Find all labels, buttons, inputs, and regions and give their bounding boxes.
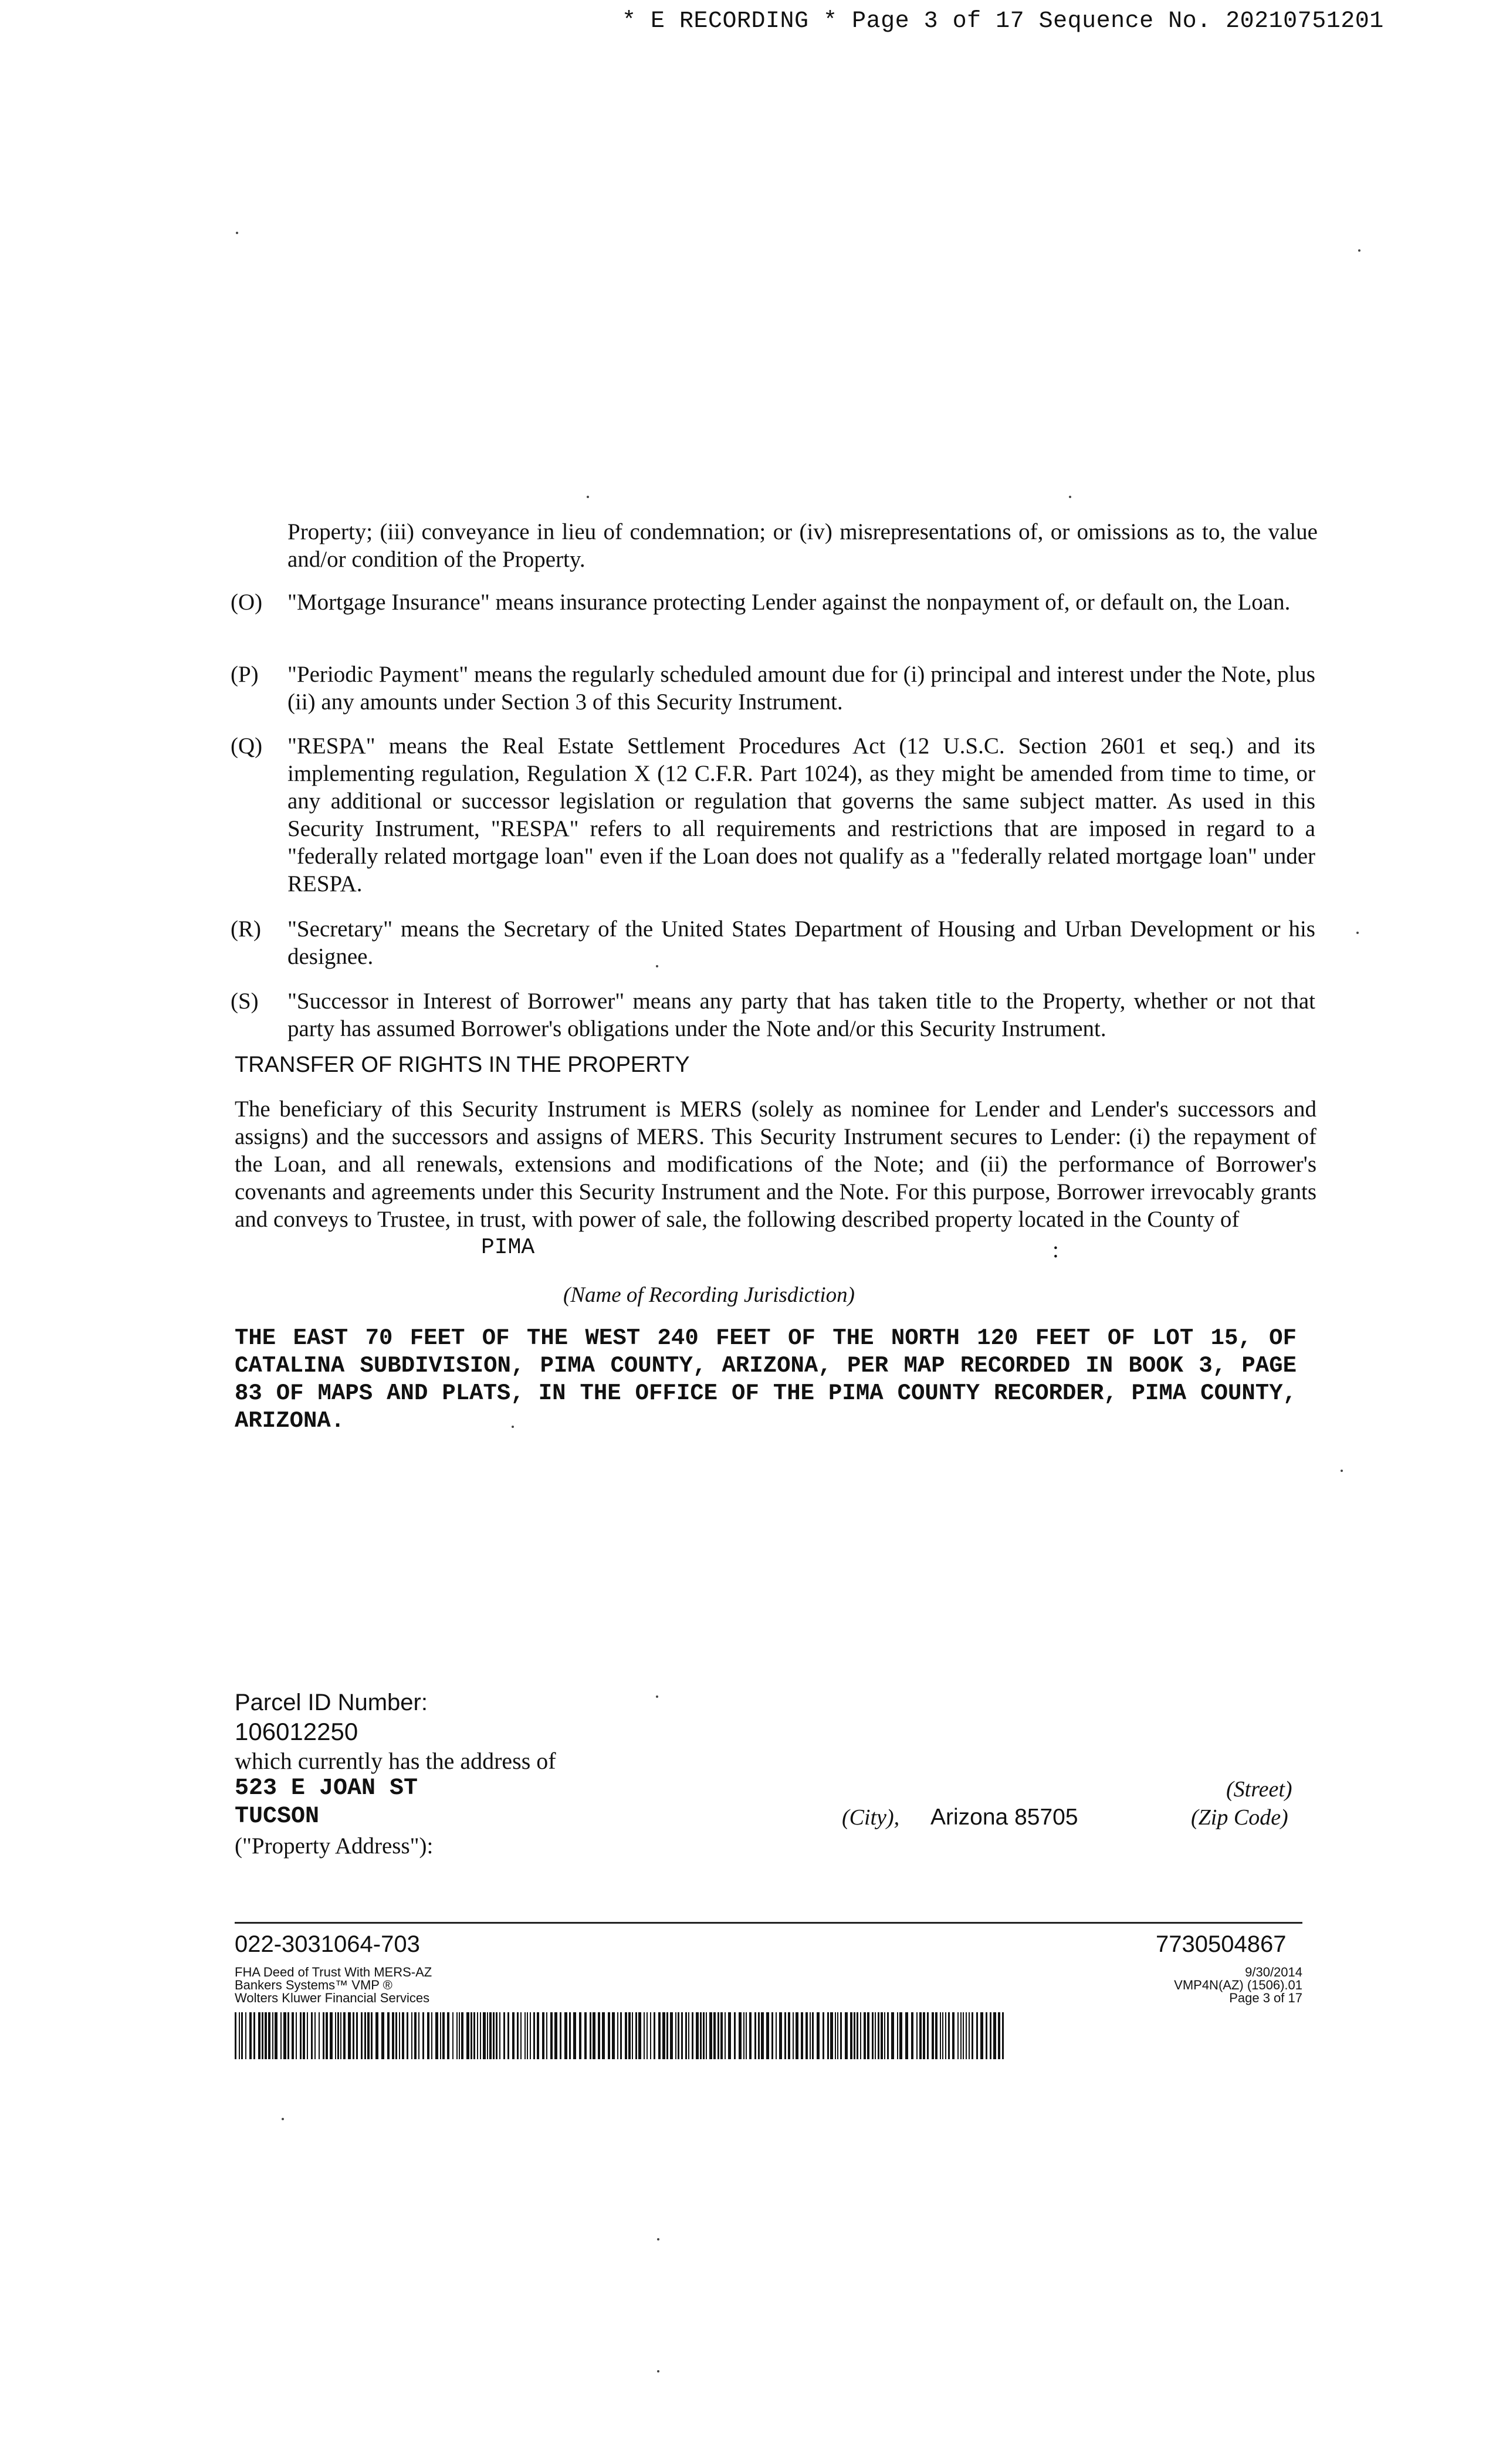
barcode-bar — [837, 2012, 838, 2059]
definition-label: (R) — [231, 916, 261, 942]
barcode-bar — [489, 2012, 492, 2059]
barcode-bar — [935, 2012, 937, 2059]
footer-divider — [235, 1922, 1302, 1924]
form-page-number: Page 3 of 17 — [1229, 1991, 1302, 2005]
barcode-bar — [452, 2012, 453, 2059]
barcode-bar — [554, 2012, 557, 2059]
definition-label: (S) — [231, 989, 259, 1014]
barcode-bar — [784, 2012, 786, 2059]
barcode-bar — [520, 2012, 522, 2059]
city-label: (City), — [842, 1805, 900, 1830]
barcode-bar — [422, 2012, 424, 2059]
barcode-bar — [564, 2012, 567, 2059]
barcode-bar — [335, 2012, 336, 2059]
barcode-bar — [280, 2012, 282, 2059]
case-number: 7730504867 — [1156, 1931, 1287, 1957]
barcode-bar — [620, 2012, 622, 2059]
barcode-bar — [998, 2012, 1000, 2059]
barcode-bar — [976, 2012, 978, 2059]
barcode-bar — [303, 2012, 305, 2059]
county-colon: : — [1052, 1237, 1059, 1263]
barcode-bar — [897, 2012, 898, 2059]
loan-number: 022-3031064-703 — [235, 1931, 420, 1957]
barcode-bar — [823, 2012, 824, 2059]
barcode-bar — [990, 2012, 991, 2059]
barcode-bar — [725, 2012, 726, 2059]
barcode-bar — [919, 2012, 922, 2059]
barcode-bar — [835, 2012, 836, 2059]
barcode-bar — [602, 2012, 605, 2059]
barcode-bar — [728, 2012, 731, 2059]
barcode-bar — [635, 2012, 637, 2059]
barcode-bar — [884, 2012, 885, 2059]
barcode-bar — [507, 2012, 509, 2059]
barcode-bar — [466, 2012, 469, 2059]
barcode-bar — [812, 2012, 814, 2059]
barcode-bar — [881, 2012, 883, 2059]
barcode-bar — [749, 2012, 752, 2059]
street-value: 523 E JOAN ST — [235, 1775, 418, 1802]
barcode-bar — [685, 2012, 687, 2059]
barcode-bar — [670, 2012, 673, 2059]
barcode-bar — [891, 2012, 894, 2059]
street-label: (Street) — [1226, 1777, 1292, 1802]
barcode-bar — [431, 2012, 432, 2059]
barcode-bar — [395, 2012, 397, 2059]
barcode-bar — [872, 2012, 874, 2059]
barcode-bar — [840, 2012, 842, 2059]
barcode-bar — [940, 2012, 941, 2059]
barcode-bar — [480, 2012, 481, 2059]
barcode-bar — [493, 2012, 495, 2059]
barcode-bar — [499, 2012, 500, 2059]
county-value: PIMA — [481, 1235, 535, 1260]
barcode-bar — [348, 2012, 351, 2059]
barcode-bar — [447, 2012, 449, 2059]
barcode-bar — [307, 2012, 308, 2059]
barcode-bar — [801, 2012, 803, 2059]
barcode-bar — [249, 2012, 252, 2059]
barcode-bar — [993, 2012, 996, 2059]
barcode-bar — [692, 2012, 693, 2059]
barcode-bar — [399, 2012, 400, 2059]
barcode-bar — [364, 2012, 366, 2059]
parcel-number: 106012250 — [235, 1718, 358, 1745]
barcode-bar — [927, 2012, 929, 2059]
barcode-bar — [666, 2012, 668, 2059]
barcode-bar — [330, 2012, 333, 2059]
barcode-bar — [527, 2012, 528, 2059]
barcode-bar — [402, 2012, 404, 2059]
barcode-bar — [788, 2012, 790, 2059]
property-address-label: ("Property Address"): — [235, 1833, 434, 1859]
barcode-bar — [644, 2012, 645, 2059]
barcode-bar — [875, 2012, 876, 2059]
legal-description: THE EAST 70 FEET OF THE WEST 240 FEET OF THE NORTH 120 FEET OF LOT 15, OF CATALINA SUBDIVISION, PIMA COUNTY, ARIZONA, PER MAP RECORDED IN BOOK 3, PAGE 83 OF MAPS AND PLATS, IN THE OFFICE OF THE PIMA COUNTY RECORDER, PIMA COUNTY, ARIZONA. — [235, 1325, 1297, 1434]
barcode-bar — [265, 2012, 267, 2059]
barcode-bar — [830, 2012, 833, 2059]
barcode-bar — [411, 2012, 412, 2059]
barcode-bar — [483, 2012, 486, 2059]
barcode-bar — [608, 2012, 610, 2059]
barcode-bar — [414, 2012, 417, 2059]
barcode-bar — [700, 2012, 702, 2059]
barcode-bar — [854, 2012, 855, 2059]
zip-label: (Zip Code) — [1191, 1805, 1288, 1830]
barcode-bar — [1002, 2012, 1004, 2059]
barcode-bar — [743, 2012, 744, 2059]
barcode-bar — [537, 2012, 539, 2059]
barcode-bar — [292, 2012, 294, 2059]
barcode-bar — [239, 2012, 240, 2059]
barcode-bar — [980, 2012, 983, 2059]
barcode-bar — [766, 2012, 769, 2059]
barcode-bar — [461, 2012, 463, 2059]
barcode-bar — [530, 2012, 531, 2059]
barcode-bar — [319, 2012, 320, 2059]
barcode-bar — [952, 2012, 955, 2059]
barcode-bar — [477, 2012, 478, 2059]
barcode-bar — [287, 2012, 289, 2059]
barcode-bar — [709, 2012, 712, 2059]
barcode-bar — [427, 2012, 429, 2059]
barcode-bar — [650, 2012, 651, 2059]
definition-label: (P) — [231, 662, 259, 687]
definition-label: (O) — [231, 590, 263, 615]
scan-speck — [236, 232, 238, 234]
barcode-bar — [343, 2012, 346, 2059]
barcode-bar — [916, 2012, 918, 2059]
barcode-bar — [590, 2012, 591, 2059]
barcode-bar — [323, 2012, 324, 2059]
barcode-bar — [850, 2012, 852, 2059]
barcode — [235, 2012, 1006, 2059]
barcode-bar — [326, 2012, 328, 2059]
scan-speck — [656, 965, 658, 967]
barcode-bar — [337, 2012, 339, 2059]
state-zip-value: Arizona 85705 — [930, 1805, 1078, 1830]
barcode-bar — [966, 2012, 967, 2059]
barcode-bar — [496, 2012, 497, 2059]
barcode-bar — [678, 2012, 679, 2059]
scan-speck — [282, 2118, 284, 2120]
barcode-bar — [771, 2012, 773, 2059]
barcode-bar — [776, 2012, 777, 2059]
scan-speck — [1356, 932, 1359, 934]
barcode-bar — [272, 2012, 273, 2059]
jurisdiction-label: (Name of Recording Jurisdiction) — [563, 1283, 855, 1307]
barcode-bar — [754, 2012, 756, 2059]
barcode-bar — [533, 2012, 535, 2059]
scan-speck — [657, 2238, 659, 2240]
barcode-bar — [296, 2012, 297, 2059]
barcode-bar — [361, 2012, 363, 2059]
city-value: TUCSON — [235, 1803, 320, 1830]
barcode-bar — [407, 2012, 408, 2059]
barcode-bar — [612, 2012, 615, 2059]
scan-speck — [587, 496, 589, 498]
barcode-bar — [703, 2012, 705, 2059]
barcode-bar — [512, 2012, 515, 2059]
barcode-bar — [887, 2012, 889, 2059]
barcode-bar — [584, 2012, 587, 2059]
barcode-bar — [300, 2012, 302, 2059]
barcode-bar — [932, 2012, 934, 2059]
barcode-bar — [696, 2012, 699, 2059]
barcode-bar — [675, 2012, 676, 2059]
definition-text: "RESPA" means the Real Estate Settlement Procedures Act (12 U.S.C. Section 2601 et seq.) and its implementing regulation, Regulation X (12 C.F.R. Part 1024), as they might be amended from time to time, or any additional or successor legislation or regulation that governs the same subject matter. As used in this Security Instrument, "RESPA" refers to all requirements and restrictions that are imposed in regard to a "federally related mortgage loan" even if the Loan does not qualify as a "federally related mortgage loan" under RESPA. — [287, 733, 1315, 896]
barcode-bar — [706, 2012, 707, 2059]
scan-speck — [1358, 249, 1360, 252]
barcode-bar — [381, 2012, 384, 2059]
barcode-bar — [945, 2012, 946, 2059]
scan-speck — [1341, 1470, 1343, 1472]
transfer-heading: TRANSFER OF RIGHTS IN THE PROPERTY — [235, 1052, 690, 1077]
barcode-bar — [418, 2012, 419, 2059]
barcode-bar — [867, 2012, 869, 2059]
scan-speck — [1069, 496, 1071, 498]
barcode-bar — [235, 2012, 236, 2059]
form-code: VMP4N(AZ) (1506).01 — [1174, 1978, 1302, 1992]
barcode-bar — [923, 2012, 925, 2059]
definition-label: (Q) — [231, 733, 263, 759]
barcode-bar — [517, 2012, 519, 2059]
barcode-bar — [542, 2012, 544, 2059]
barcode-bar — [440, 2012, 441, 2059]
barcode-bar — [720, 2012, 723, 2059]
barcode-bar — [375, 2012, 378, 2059]
barcode-bar — [275, 2012, 277, 2059]
barcode-bar — [688, 2012, 689, 2059]
barcode-bar — [905, 2012, 908, 2059]
barcode-bar — [972, 2012, 973, 2059]
barcode-bar — [817, 2012, 820, 2059]
barcode-bar — [487, 2012, 488, 2059]
address-intro: which currently has the address of — [235, 1748, 556, 1774]
scan-speck — [656, 1695, 658, 1698]
barcode-bar — [371, 2012, 373, 2059]
barcode-bar — [550, 2012, 553, 2059]
barcode-bar — [746, 2012, 747, 2059]
barcode-bar — [593, 2012, 595, 2059]
barcode-bar — [986, 2012, 987, 2059]
definition-text: "Secretary" means the Secretary of the United States Department of Housing and Urban Development or his designee. — [287, 916, 1315, 969]
parcel-label: Parcel ID Number: — [235, 1690, 428, 1715]
barcode-bar — [546, 2012, 547, 2059]
barcode-bar — [899, 2012, 902, 2059]
barcode-bar — [442, 2012, 445, 2059]
barcode-bar — [864, 2012, 866, 2059]
barcode-bar — [845, 2012, 848, 2059]
barcode-bar — [241, 2012, 243, 2059]
barcode-bar — [258, 2012, 260, 2059]
form-vendor: Bankers Systems™ VMP ® — [235, 1978, 392, 1992]
barcode-bar — [253, 2012, 255, 2059]
barcode-bar — [662, 2012, 665, 2059]
barcode-bar — [942, 2012, 943, 2059]
recording-header: * E RECORDING * Page 3 of 17 Sequence No. 20210751201 — [622, 8, 1384, 35]
barcode-bar — [628, 2012, 631, 2059]
barcode-bar — [625, 2012, 627, 2059]
barcode-bar — [658, 2012, 661, 2059]
barcode-bar — [579, 2012, 581, 2059]
form-company: Wolters Kluwer Financial Services — [235, 1991, 430, 2005]
barcode-bar — [560, 2012, 561, 2059]
barcode-bar — [473, 2012, 475, 2059]
barcode-bar — [796, 2012, 798, 2059]
barcode-bar — [734, 2012, 736, 2059]
barcode-bar — [353, 2012, 354, 2059]
barcode-bar — [960, 2012, 962, 2059]
form-name: FHA Deed of Trust With MERS-AZ — [235, 1965, 432, 1979]
barcode-bar — [524, 2012, 526, 2059]
definition-text: "Mortgage Insurance" means insurance protecting Lender against the nonpayment of, or default on, the Loan. — [287, 590, 1291, 615]
barcode-bar — [356, 2012, 358, 2059]
barcode-bar — [367, 2012, 370, 2059]
scan-speck — [512, 1426, 514, 1428]
definition-text: "Successor in Interest of Borrower" means any party that has taken title to the Property, whether or not that party has assumed Borrower's obligations under the Note and/or this Security Instrument. — [287, 989, 1315, 1041]
barcode-bar — [638, 2012, 641, 2059]
definition-text: "Periodic Payment" means the regularly scheduled amount due for (i) principal and interest under the Note, plus (ii) any amounts under Section 3 of this Security Instrument. — [287, 662, 1315, 715]
barcode-bar — [647, 2012, 648, 2059]
barcode-bar — [713, 2012, 716, 2059]
transfer-paragraph: The beneficiary of this Security Instrument is MERS (solely as nominee for Lender and Lender's successors and assigns) and the successors and assigns of MERS. This Security Instrument secures to Lender: (i) the repayment of the Loan, and all renewals, extensions and modifications of the Note; and (ii) the performance of Borrower's covenants and agreements under this Security Instrument and the Note. For this purpose, Borrower irrevocably grants and conveys to Trustee, in trust, with power of sale, the following described property located in the County of — [235, 1096, 1316, 1232]
barcode-bar — [598, 2012, 600, 2059]
barcode-bar — [632, 2012, 633, 2059]
barcode-bar — [283, 2012, 286, 2059]
barcode-bar — [878, 2012, 879, 2059]
continuation-paragraph: Property; (iii) conveyance in lieu of condemnation; or (iv) misrepresentations of, or omissions as to, the value and/or condition of the Property. — [287, 519, 1318, 572]
barcode-bar — [963, 2012, 964, 2059]
barcode-bar — [810, 2012, 811, 2059]
barcode-bar — [957, 2012, 959, 2059]
barcode-bar — [681, 2012, 683, 2059]
scan-speck — [657, 2370, 659, 2372]
barcode-bar — [340, 2012, 341, 2059]
barcode-bar — [471, 2012, 472, 2059]
barcode-bar — [948, 2012, 950, 2059]
barcode-bar — [779, 2012, 782, 2059]
barcode-bar — [654, 2012, 655, 2059]
barcode-bar — [459, 2012, 460, 2059]
barcode-bar — [969, 2012, 970, 2059]
barcode-bar — [245, 2012, 246, 2059]
barcode-bar — [435, 2012, 438, 2059]
barcode-bar — [761, 2012, 764, 2059]
barcode-bar — [617, 2012, 618, 2059]
barcode-bar — [911, 2012, 913, 2059]
barcode-bar — [739, 2012, 742, 2059]
barcode-bar — [717, 2012, 719, 2059]
barcode-bar — [573, 2012, 576, 2059]
barcode-bar — [857, 2012, 858, 2059]
barcode-bar — [503, 2012, 505, 2059]
barcode-bar — [793, 2012, 794, 2059]
barcode-bar — [456, 2012, 458, 2059]
barcode-bar — [262, 2012, 263, 2059]
barcode-bar — [311, 2012, 313, 2059]
barcode-bar — [805, 2012, 808, 2059]
barcode-bar — [758, 2012, 760, 2059]
barcode-bar — [569, 2012, 571, 2059]
barcode-bar — [860, 2012, 861, 2059]
barcode-bar — [314, 2012, 316, 2059]
barcode-bar — [392, 2012, 394, 2059]
form-date: 9/30/2014 — [1245, 1965, 1302, 1979]
barcode-bar — [268, 2012, 270, 2059]
barcode-bar — [827, 2012, 829, 2059]
barcode-bar — [387, 2012, 390, 2059]
